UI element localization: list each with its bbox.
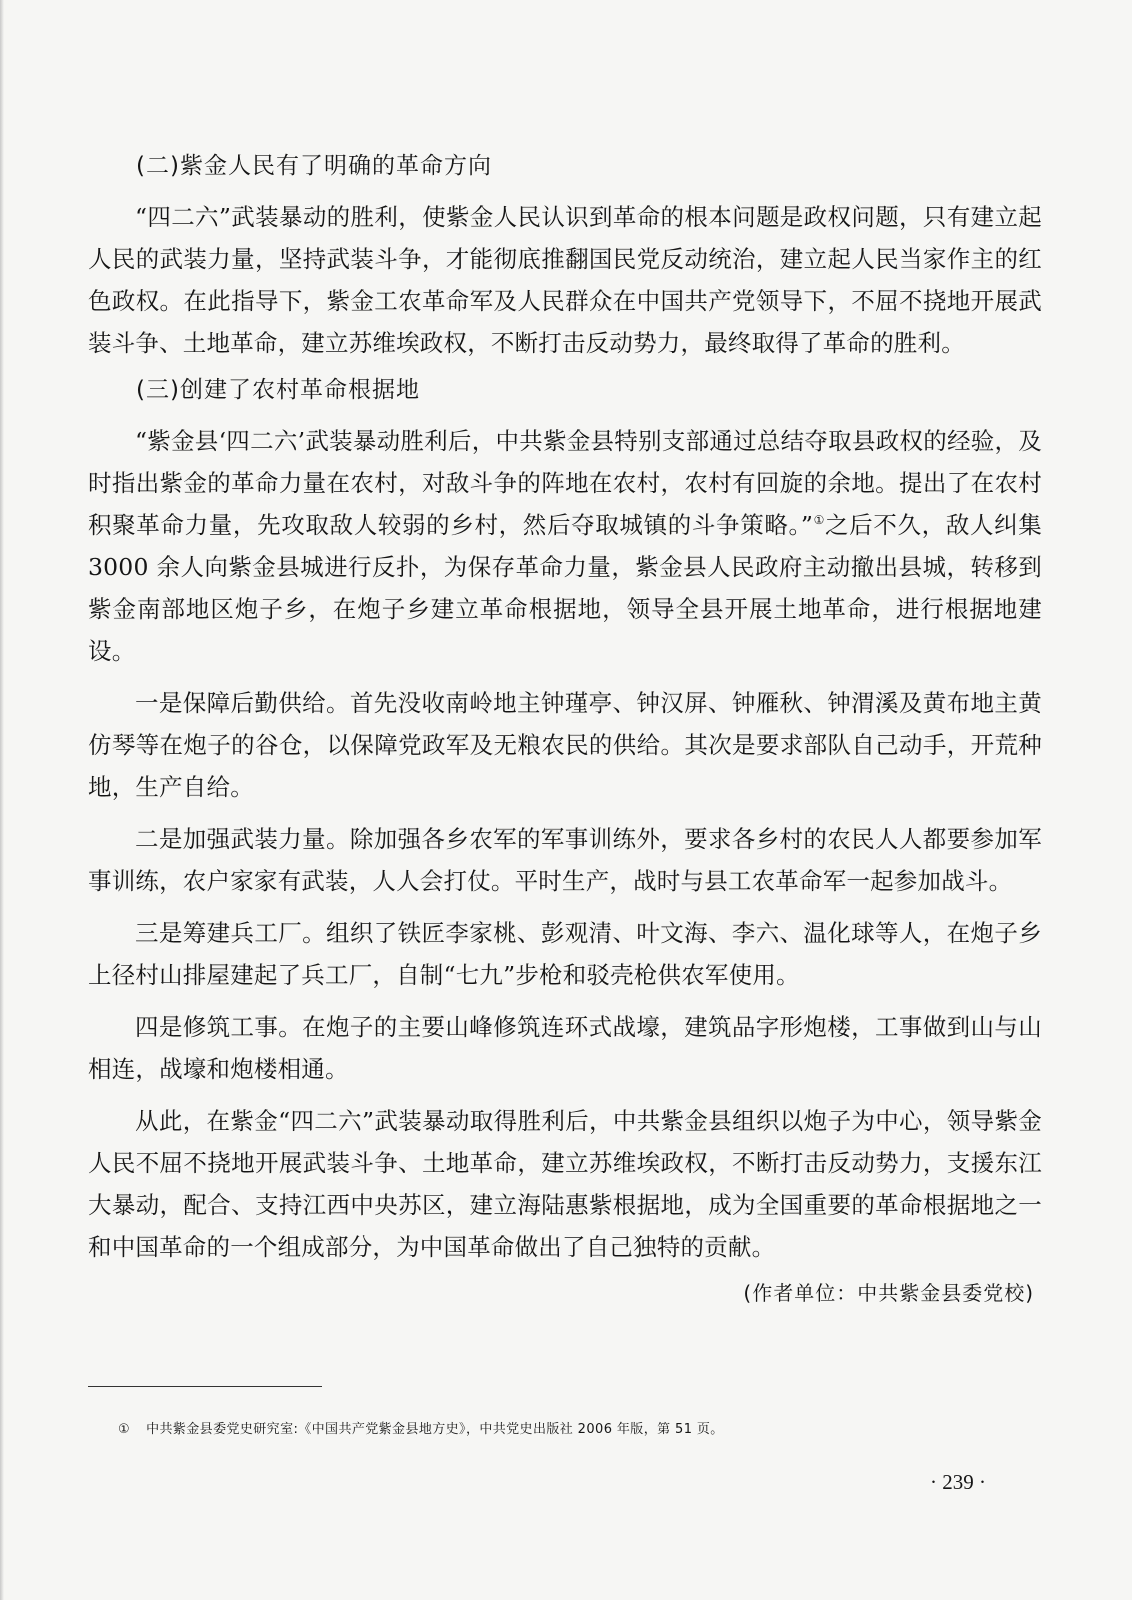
- paragraph-base-area-quote: [88, 420, 1042, 672]
- footnote-divider: [88, 1386, 322, 1387]
- footnote-text: 中共紫金县委党史研究室:《中国共产党紫金县地方史》，中共党史出版社 2006 年版，第 51 页。: [146, 1422, 724, 1437]
- footnote-reference[interactable]: ①: [813, 513, 826, 528]
- section-heading-2: (二)紫金人民有了明确的革命方向: [136, 153, 492, 179]
- author-affiliation: (作者单位：中共紫金县委党校): [743, 1281, 1034, 1305]
- section-heading-3: (三)创建了农村革命根据地: [136, 377, 420, 403]
- footnote-mark: ①: [118, 1422, 131, 1437]
- scan-edge-shadow: [0, 0, 4, 1600]
- quote-continuation: 之后不久，敌人纠集 3000 余人向紫金县城进行反扑，为保存革命力量，紫金县人民政府主动撤出县城，转移到紫金南部地区炮子乡，在炮子乡建立革命根据地，领导全县开展土地革命，进行根据地建设。: [88, 511, 1042, 665]
- paragraph-conclusion: 从此，在紫金“四二六”武装暴动取得胜利后，中共紫金县组织以炮子为中心，领导紫金人民不屈不挠地开展武装斗争、土地革命，建立苏维埃政权，不断打击反动势力，支援东江大暴动，配合、支持江西中央苏区，建立海陆惠紫根据地，成为全国重要的革命根据地之一和中国革命的一个组成部分，为中国革命做出了自己独特的贡献。: [88, 1107, 1042, 1261]
- main-text: [88, 150, 1042, 1308]
- quote-text: “紫金县‘四二六’武装暴动胜利后，中共紫金县特别支部通过总结夺取县政权的经验，及时指出紫金的革命力量在农村，对敌斗争的阵地在农村，农村有回旋的余地。提出了在农村积聚革命力量，先攻取敌人较弱的乡村，然后夺取城镇的斗争策略。”: [88, 427, 1042, 539]
- footnote: [118, 1420, 724, 1440]
- paragraph-logistics: 一是保障后勤供给。首先没收南岭地主钟瑾亭、钟汉屏、钟雁秋、钟渭溪及黄布地主黄仿琴等在炮子的谷仓，以保障党政军及无粮农民的供给。其次是要求部队自己动手，开荒种地，生产自给。: [88, 689, 1042, 801]
- paragraph-fortifications: 四是修筑工事。在炮子的主要山峰修筑连环式战壕，建筑品字形炮楼，工事做到山与山相连，战壕和炮楼相通。: [88, 1013, 1042, 1083]
- paragraph-armed-forces: 二是加强武装力量。除加强各乡农军的军事训练外，要求各乡村的农民人人都要参加军事训练，农户家家有武装，人人会打仗。平时生产，战时与县工农革命军一起参加战斗。: [88, 825, 1042, 895]
- paragraph-arsenal: 三是筹建兵工厂。组织了铁匠李家桃、彭观清、叶文海、李六、温化球等人，在炮子乡上径村山排屋建起了兵工厂，自制“七九”步枪和驳壳枪供农军使用。: [88, 919, 1042, 989]
- page-number: · 239 ·: [930, 1470, 986, 1494]
- paragraph-revolution-direction: “四二六”武装暴动的胜利，使紫金人民认识到革命的根本问题是政权问题，只有建立起人民的武装力量，坚持武装斗争，才能彻底推翻国民党反动统治，建立起人民当家作主的红色政权。在此指导下，紫金工农革命军及人民群众在中国共产党领导下，不屈不挠地开展武装斗争、土地革命，建立苏维埃政权，不断打击反动势力，最终取得了革命的胜利。: [88, 203, 1042, 357]
